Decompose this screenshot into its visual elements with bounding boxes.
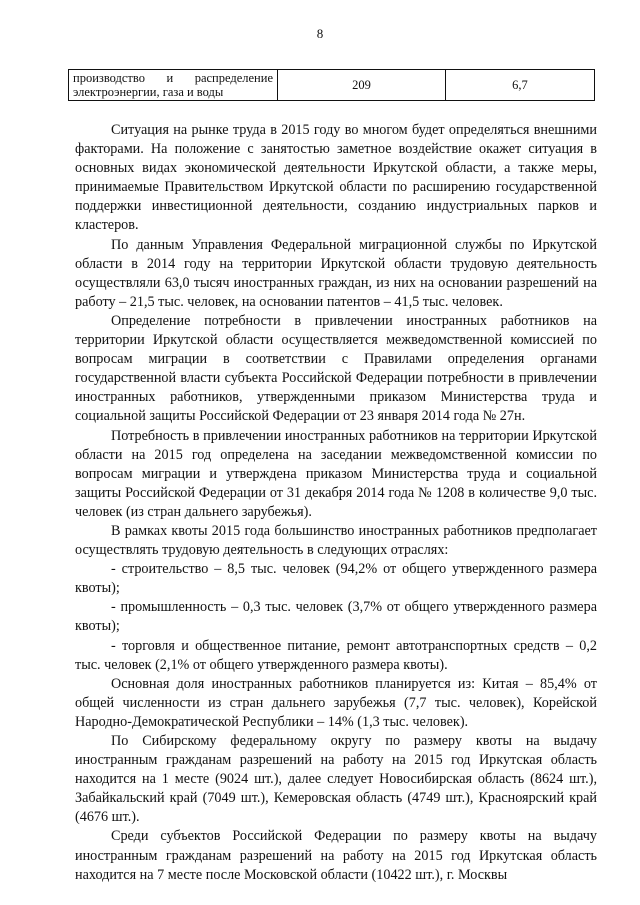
body-text [75, 121, 597, 885]
paragraph-demand-2015: Потребность в привлечении иностранных работников на территории Иркутской области на 2015 год определена на заседании межведомственной комиссии по вопросам миграции и утверждена приказом Министерства труда и социальной защиты Российской Федерации от 31 декабря 2014 года № 1208 в количестве 9,0 тыс. человек (из стран дальнего зарубежья). [75, 427, 597, 520]
paragraph-labor-market: Ситуация на рынке труда в 2015 году во многом будет определяться внешними факторами. На положение с занятостью заметное воздействие окажет ситуация в основных видах экономической деятельности Иркутской области, а также меры, принимаемые Правительством Иркутской области по расширению государственной поддержки инвестиционной деятельности, созданию индустриальных парков и кластеров. [75, 122, 597, 234]
table-cell-value-2: 6,7 [445, 70, 594, 101]
paragraph-demand-definition: Определение потребности в привлечении иностранных работников на территории Иркутской области осуществляется межведомственной комиссией по вопросам миграции в соответствии с Правилами определения органами государственной власти субъекта Российской Федерации потребности в привлечении иностранных работников, утвержденными приказом Министерства труда и социальной защиты Российской Федерации от 23 января 2014 года № 27н. [75, 312, 597, 425]
list-item-construction: - строительство – 8,5 тыс. человек (94,2% от общего утвержденного размера квоты); [75, 561, 597, 597]
paragraph-origin-countries: Основная доля иностранных работников планируется из: Китая – 85,4% от общей численности из стран дальнего зарубежья (7,7 тыс. человек), Корейской Народно-Демократической Республики – 14% (1,3 тыс. человек). [75, 675, 597, 730]
table-cell-value-1: 209 [278, 70, 446, 101]
paragraph-siberian-district: По Сибирскому федеральному округу по размеру квоты на выдачу иностранным гражданам разрешений на работу на 2015 год Иркутская область находится на 1 месте (9024 шт.), далее следует Новосибирская область (8624 шт.), Забайкальский край (7049 шт.), Кемеровская область (4749 шт.), Красноярский край (4676 шт.). [75, 733, 597, 826]
table-row [69, 70, 595, 101]
paragraph-russian-regions: Среди субъектов Российской Федерации по размеру квоты на выдачу иностранным гражданам разрешений на работу на 2015 год Иркутская область находится на 7 месте после Московской области (10422 шт.), г. Москвы [75, 828, 597, 883]
list-item-trade: - торговля и общественное питание, ремонт автотранспортных средств – 0,2 тыс. человек (2,1% от общего утвержденного размера квоты). [75, 637, 597, 673]
paragraph-migration-service: По данным Управления Федеральной миграционной службы по Иркутской области в 2014 году на территории Иркутской области трудовую деятельность осуществляли 63,0 тысяч иностранных граждан, из них на основании разрешений на работу – 21,5 тыс. человек, на основании патентов – 41,5 тыс. человек. [75, 236, 597, 310]
page-number: 8 [316, 26, 324, 41]
list-item-industry: - промышленность – 0,3 тыс. человек (3,7% от общего утвержденного размера квоты); [75, 599, 597, 635]
industry-table [68, 69, 595, 101]
table-cell-industry: производство и распределение электроэнергии, газа и воды [69, 70, 278, 101]
paragraph-quota-sectors: В рамках квоты 2015 года большинство иностранных работников предполагает осуществлять трудовую деятельность в следующих отраслях: [75, 522, 597, 559]
